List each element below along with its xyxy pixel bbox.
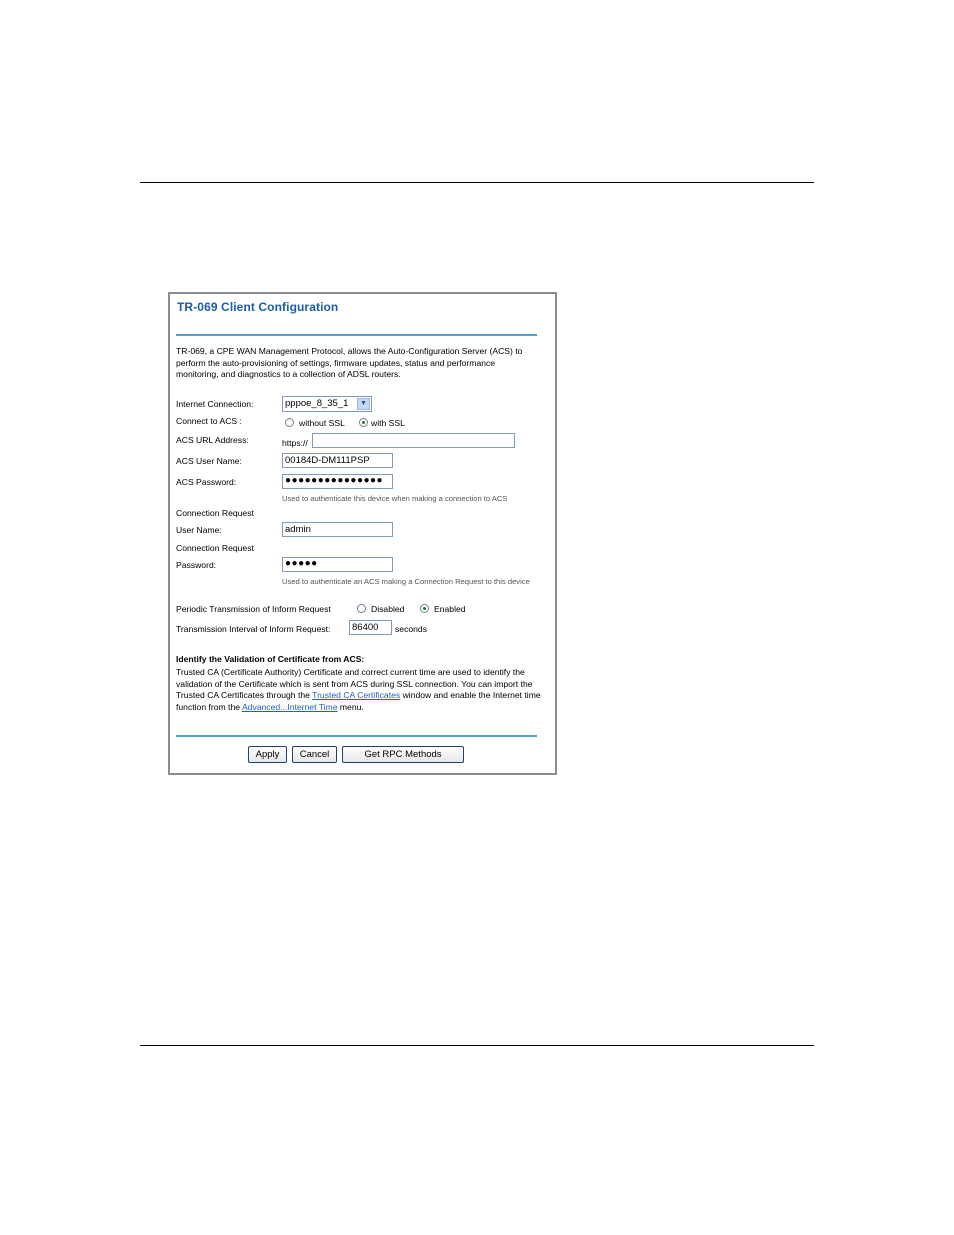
periodic-disabled-radio[interactable] xyxy=(357,604,366,613)
cr-user-label-2: User Name: xyxy=(176,525,222,535)
cr-pass-hint: Used to authenticate an ACS making a Connection Request to this device xyxy=(282,577,530,586)
cr-pass-label-1: Connection Request xyxy=(176,543,254,553)
internet-connection-value: pppoe_8_35_1 xyxy=(285,398,349,409)
internet-time-link[interactable]: Advanced...Internet Time xyxy=(241,701,338,712)
with-ssl-radio[interactable] xyxy=(359,418,368,427)
cr-user-label-1: Connection Request xyxy=(176,508,254,518)
intro-text: TR-069, a CPE WAN Management Protocol, allows the Auto-Configuration Server (ACS) to perform the auto-provisioning of settings, firmware updates, status and performance monitoring, and diagnostics to a collection of ADSL routers. xyxy=(176,346,523,379)
interval-input[interactable]: 86400 xyxy=(349,620,392,635)
page-title: TR-069 Client Configuration xyxy=(177,300,339,314)
certificate-text-2: window and enable the Internet time function from the xyxy=(176,690,541,712)
cr-pass-label-2: Password: xyxy=(176,560,217,570)
trusted-ca-link[interactable]: Trusted CA Certificates xyxy=(312,690,401,700)
periodic-label: Periodic Transmission of Inform Request xyxy=(176,604,331,614)
tr069-config-panel xyxy=(168,292,557,775)
internet-connection-label: Internet Connection: xyxy=(176,399,254,409)
periodic-disabled-label: Disabled xyxy=(371,604,405,614)
interval-unit: seconds xyxy=(395,624,428,634)
acs-user-label: ACS User Name: xyxy=(176,456,242,466)
interval-label: Transmission Interval of Inform Request: xyxy=(176,624,331,634)
connect-acs-label: Connect to ACS : xyxy=(176,416,242,426)
footer-divider xyxy=(176,735,537,737)
without-ssl-label: without SSL xyxy=(299,418,345,428)
cr-pass-input[interactable]: ●●●●● xyxy=(282,557,393,572)
certificate-text xyxy=(176,667,541,713)
certificate-text-3: menu. xyxy=(339,701,364,712)
with-ssl-label: with SSL xyxy=(371,418,405,428)
periodic-enabled-label: Enabled xyxy=(434,604,466,614)
cr-user-input[interactable]: admin xyxy=(282,522,393,537)
acs-url-label: ACS URL Address: xyxy=(176,435,249,445)
acs-user-input[interactable]: 00184D-DM111PSP xyxy=(282,453,393,468)
page-rule-top xyxy=(140,182,814,183)
page-rule-bottom xyxy=(140,1045,814,1046)
acs-url-input[interactable] xyxy=(312,433,515,448)
acs-password-label: ACS Password: xyxy=(176,477,237,487)
acs-url-prefix: https:// xyxy=(282,438,308,448)
cancel-button[interactable]: Cancel xyxy=(292,746,337,763)
without-ssl-radio[interactable] xyxy=(285,418,294,427)
certificate-text-1: Trusted CA (Certificate Authority) Certificate and correct current time are used to identify the validation of the Certificate which is sent from ACS during SSL connection. You can import the Trusted CA Certificates through the xyxy=(176,667,533,700)
chevron-down-icon[interactable]: ▼ xyxy=(357,398,370,410)
get-rpc-methods-button[interactable]: Get RPC Methods xyxy=(342,746,464,763)
internet-connection-select[interactable] xyxy=(282,396,372,412)
acs-password-input[interactable]: ●●●●●●●●●●●●●●● xyxy=(282,474,393,489)
apply-button[interactable]: Apply xyxy=(248,746,287,763)
certificate-heading: Identify the Validation of Certificate from ACS: xyxy=(176,654,365,664)
periodic-enabled-radio[interactable] xyxy=(420,604,429,613)
acs-password-hint: Used to authenticate this device when making a connection to ACS xyxy=(282,494,508,503)
title-divider xyxy=(176,334,537,336)
